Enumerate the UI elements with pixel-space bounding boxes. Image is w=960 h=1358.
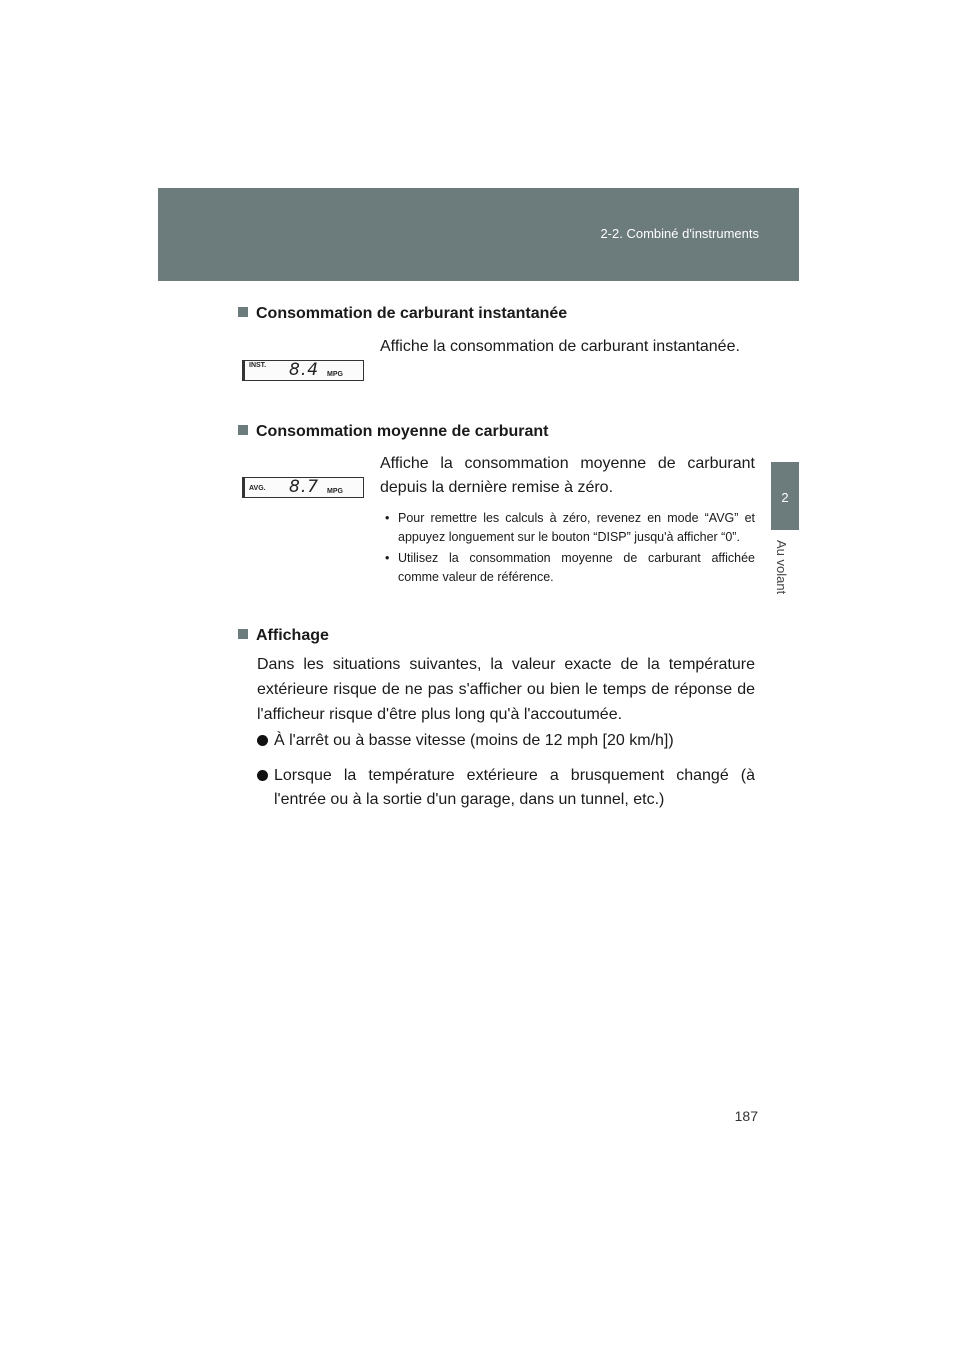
chapter-side-tab [771,462,799,530]
heading-text: Affichage [256,627,329,644]
heading-text: Consommation moyenne de carburant [256,423,549,440]
lcd-value: 8.4 [289,360,320,380]
lcd-value: 8.7 [289,477,320,497]
display-conditions [257,729,755,823]
condition-item: Lorsque la température extérieure a brusquement changé (à l'entrée ou à la sortie d'un garage, dans un tunnel, etc.) [257,764,755,812]
average-description: Affiche la consommation moyenne de carburant depuis la dernière remise à zéro. [380,455,755,496]
round-bullet-icon [257,770,268,781]
lcd-display-inst [242,360,364,381]
chapter-number: 2 [781,490,789,505]
square-bullet-icon [238,629,248,639]
lcd-unit: MPG [327,371,343,378]
bullet-dot-icon: • [385,511,390,525]
heading-display [238,627,329,645]
instant-description: Affiche la consommation de carburant instantanée. [380,338,740,355]
page-number: 187 [734,1108,758,1124]
lcd-display-avg [242,477,364,498]
note-item: • Pour remettre les calculs à zéro, revenez en mode “AVG” et appuyez longuement sur le bouton “DISP” jusqu'à afficher “0”. [385,511,755,544]
lcd-tag: AVG. [249,485,266,492]
heading-text: Consommation de carburant instantanée [256,305,568,322]
chapter-side-label: Au volant [774,540,789,595]
square-bullet-icon [238,307,248,317]
heading-average-consumption [238,423,549,441]
section-title: 2-2. Combiné d'instruments [600,226,759,241]
lcd-unit: MPG [327,488,343,495]
square-bullet-icon [238,425,248,435]
round-bullet-icon [257,735,268,746]
condition-item: À l'arrêt ou à basse vitesse (moins de 12 mph [20 km/h]) [257,729,755,753]
chapter-header-band [158,188,799,281]
average-notes [382,509,755,589]
bullet-dot-icon: • [385,551,390,565]
note-item: • Utilisez la consommation moyenne de carburant affichée comme valeur de référence. [385,551,755,584]
heading-instant-consumption [238,305,567,323]
lcd-tag: INST. [249,362,267,369]
display-description: Dans les situations suivantes, la valeur exacte de la température extérieure risque de ne pas s'afficher ou bien le temps de réponse de l'afficheur risque d'être plus long qu'à l'accoutumée. [257,656,755,723]
